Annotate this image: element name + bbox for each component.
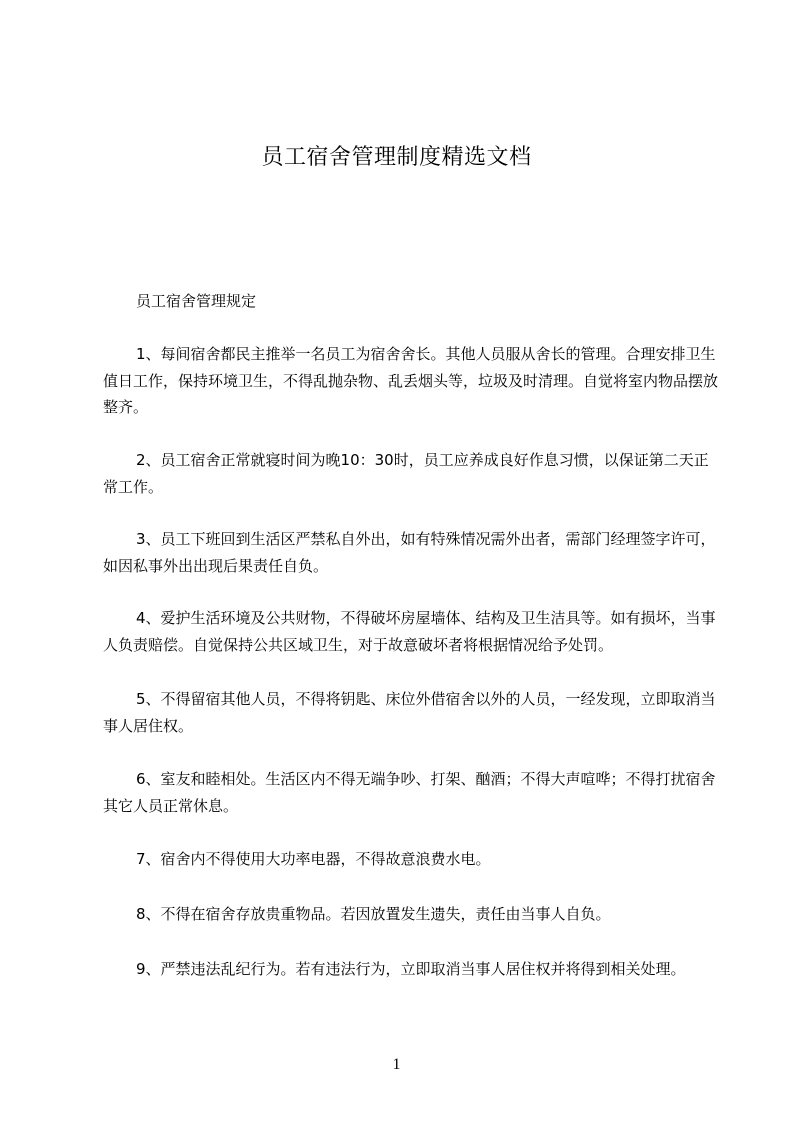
section-heading: 员工宿舍管理规定 — [136, 292, 257, 310]
rule-paragraph-5: 5、不得留宿其他人员，不得将钥匙、床位外借宿舍以外的人员，一经发现，立即取消当事人居住权。 — [103, 690, 716, 735]
document-title: 员工宿舍管理制度精选文档 — [261, 145, 532, 170]
rule-paragraph-1: 1、每间宿舍都民主推举一名员工为宿舍舍长。其他人员服从舍长的管理。合理安排卫生值日工作，保持环境卫生，不得乱抛杂物、乱丢烟头等，垃圾及时清理。自觉将室内物品摆放整齐。 — [103, 345, 719, 416]
rule-paragraph-7: 7、宿舍内不得使用大功率电器，不得故意浪费水电。 — [136, 850, 491, 868]
rule-paragraph-2: 2、员工宿舍正常就寝时间为晚10：30时，员工应养成良好作息习惯，以保证第二天正常工作。 — [103, 451, 709, 496]
rule-paragraph-3: 3、员工下班回到生活区严禁私自外出，如有特殊情况需外出者，需部门经理签字许可，如因私事外出出现后果责任自负。 — [103, 530, 716, 575]
page-number: 1 — [392, 1056, 401, 1073]
rule-paragraph-9: 9、严禁违法乱纪行为。若有违法行为，立即取消当事人居住权并将得到相关处理。 — [136, 960, 686, 978]
rule-paragraph-4: 4、爱护生活环境及公共财物，不得破坏房屋墙体、结构及卫生洁具等。如有损坏，当事人负责赔偿。自觉保持公共区域卫生，对于故意破坏者将根据情况给予处罚。 — [103, 609, 716, 654]
rule-paragraph-8: 8、不得在宿舍存放贵重物品。若因放置发生遗失，责任由当事人自负。 — [136, 905, 611, 923]
rule-paragraph-6: 6、室友和睦相处。生活区内不得无端争吵、打架、酗酒；不得大声喧哗；不得打扰宿舍其它人员正常休息。 — [103, 770, 716, 815]
